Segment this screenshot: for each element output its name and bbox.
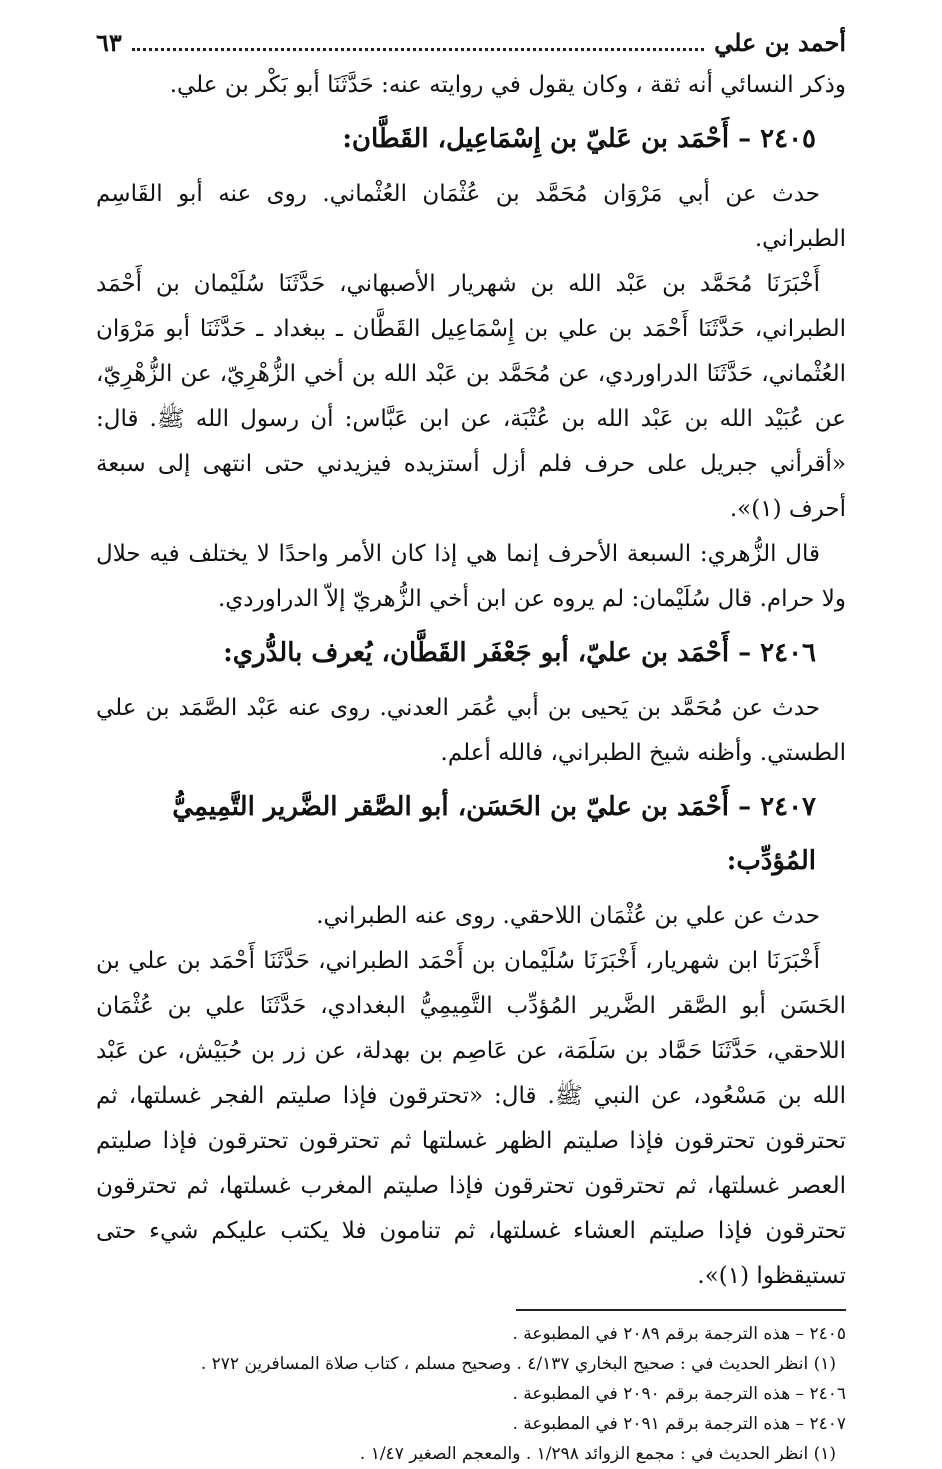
paragraph: أَخْبَرَنَا مُحَمَّد بن عَبْد الله بن شهريار الأصبهاني، حَدَّثَنَا سُلَيْمان بن أَحْمَد الطبراني، حَدَّثَنَا أَحْمَد بن علي بن إِسْمَاعِيل القَطَّان ـ ببغداد ـ حَدَّثَنَا أبو مَرْوَان العُثْماني، حَدَّثَنَا الدراوردي، عن مُحَمَّد بن عَبْد الله بن أخي الزُّهْرِيّ، عن الزُّهْرِيّ، عن عُبَيْد الله بن عَبْد الله بن عُتْبَة، عن ابن عَبَّاس: أن رسول الله ﷺ. قال: «أقرأني جبريل على حرف فلم أزل أستزيده فيزيدني حتى انتهى إلى سبعة أحرف (١)». [96, 271, 847, 522]
entry-heading-2406: ٢٤٠٦ – أَحْمَد بن عليّ، أبو جَعْفَر القَطَّان، يُعرف بالدُّري: [223, 638, 816, 668]
footnote: ٢٤٠٧ – هذه الترجمة برقم ٢٠٩١ في المطبوعة . [512, 1414, 846, 1434]
footnote: (١) انظر الحديث في : مجمع الزوائد ١/٢٩٨ . والمعجم الصغير ١/٤٧ . [359, 1444, 836, 1464]
footnote-divider [516, 1309, 846, 1311]
entry-heading-2407: ٢٤٠٧ – أَحْمَد بن عليّ بن الحَسَن، أبو الصَّقر الضَّرير التَّمِيمِيُّ المُؤدِّب: [172, 792, 816, 876]
paragraph: حدث عن مُحَمَّد بن يَحيى بن أبي عُمَر العدني. روى عنه عَبْد الصَّمَد بن علي الطستي. وأظنه شيخ الطبراني، فالله أعلم. [96, 695, 846, 766]
paragraph: وذكر النسائي أنه ثقة ، وكان يقول في روايته عنه: حَدَّثَنَا أبو بَكْر بن علي. [169, 72, 846, 98]
paragraph: قال الزُّهري: السبعة الأحرف إنما هي إذا كان الأمر واحدًا لا يختلف فيه حلال ولا حرام. قال سُلَيْمان: لم يروه عن ابن أخي الزُّهريّ إلاّ الدراوردي. [96, 541, 846, 612]
footnote: (١) انظر الحديث في : صحيح البخاري ٤/١٣٧ . وصحيح مسلم ، كتاب صلاة المسافرين ٢٧٢ . [200, 1354, 836, 1374]
paragraph: حدث عن علي بن عُثْمَان اللاحقي. روى عنه الطبراني. [316, 903, 820, 929]
running-title: أحمد بن علي [714, 28, 846, 57]
footnote: ٢٤٠٥ – هذه الترجمة برقم ٢٠٨٩ في المطبوعة . [512, 1324, 846, 1344]
leader-dots [132, 34, 704, 51]
paragraph: أَخْبَرَنَا ابن شهريار، أَخْبَرَنَا سُلَيْمان بن أَحْمَد الطبراني، حَدَّثَنَا أَحْمَد بن علي بن الحَسَن أبو الصَّقر الضَّرير المُؤدِّب التَّمِيمِيُّ البغدادي، حَدَّثَنَا علي بن عُثْمَان اللاحقي، حَدَّثَنَا حَمَّاد بن سَلَمَة، عن عَاصِم بن بهدلة، عن زر بن حُبَيْش، عن عَبْد الله بن مَسْعُود، عن النبي ﷺ. قال: «تحترقون فإذا صليتم الفجر غسلتها، ثم تحترقون تحترقون فإذا صليتم الظهر غسلتها ثم تحترقون تحترقون فإذا صليتم العصر غسلتها، ثم تحترقون تحترقون فإذا صليتم المغرب غسلتها، ثم تحترقون تحترقون فإذا صليتم العشاء غسلتها، ثم تنامون فلا يكتب عليكم شيء حتى تستيقظوا (١)». [96, 948, 846, 1289]
running-header [96, 28, 846, 57]
page-number: ٦٣ [96, 28, 122, 57]
footnote: ٢٤٠٦ – هذه الترجمة برقم ٢٠٩٠ في المطبوعة . [512, 1384, 846, 1404]
paragraph: حدث عن أبي مَرْوَان مُحَمَّد بن عُثْمَان العُثْماني. روى عنه أبو القَاسِم الطبراني. [96, 181, 846, 252]
entry-heading-2405: ٢٤٠٥ – أَحْمَد بن عَليّ بن إِسْمَاعِيل، القَطَّان: [342, 124, 816, 154]
